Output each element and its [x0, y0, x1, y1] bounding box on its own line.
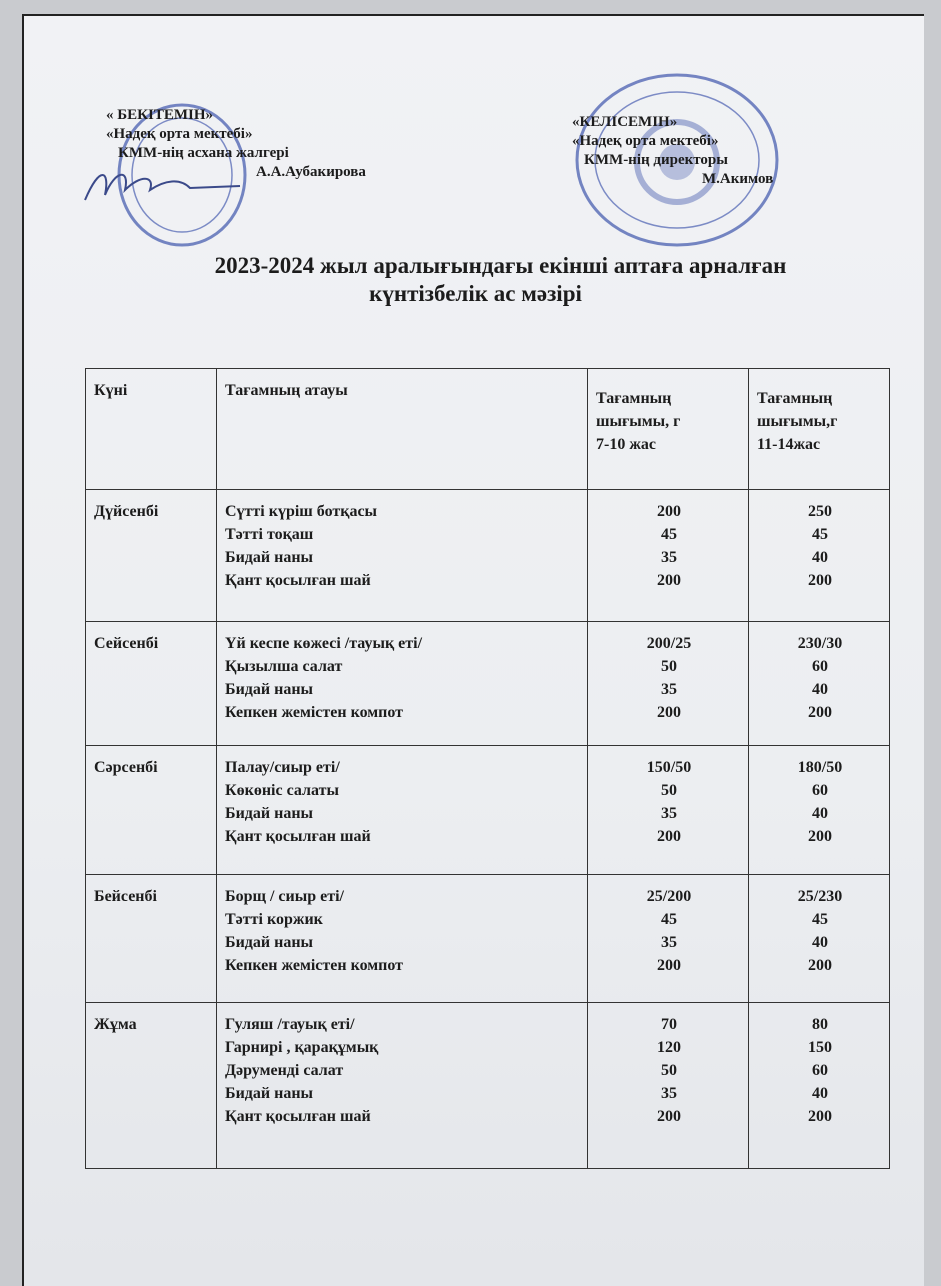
- day-cell: Сейсенбі: [86, 622, 217, 746]
- yield-young-cell-line: 35: [661, 1085, 677, 1102]
- yield-old-cell-line: 40: [812, 1085, 828, 1102]
- dish-cell: [217, 490, 588, 622]
- yield-old-cell-line: 200: [808, 572, 832, 589]
- header-line: 7-10 жас: [596, 436, 657, 453]
- yield-young-cell: [588, 875, 749, 1003]
- yield-young-cell-line: 50: [661, 658, 677, 675]
- header-line: Тағамның: [596, 390, 672, 407]
- yield-young-cell-line: 35: [661, 681, 677, 698]
- yield-old-cell-line: 45: [812, 911, 828, 928]
- header-line: 11-14жас: [757, 436, 821, 453]
- dish-cell-line: Бидай наны: [225, 681, 314, 698]
- day-cell: Бейсенбі: [86, 875, 217, 1003]
- yield-young-cell-line: 70: [661, 1016, 677, 1033]
- dish-cell-line: Гуляш /тауық еті/: [225, 1016, 355, 1033]
- yield-old-cell-line: 230/30: [797, 635, 843, 652]
- yield-young-cell-line: 35: [661, 805, 677, 822]
- table-row: [86, 490, 890, 622]
- yield-young-cell-line: 200: [657, 704, 681, 721]
- dish-cell-line: Кепкен жемістен компот: [225, 704, 404, 721]
- title-line-2: күнтізбелік ас мәзірі: [369, 281, 582, 306]
- dish-cell-line: Бидай наны: [225, 549, 314, 566]
- dish-cell-line: Қант қосылған шай: [225, 1108, 371, 1125]
- yield-old-cell-line: 200: [808, 1108, 832, 1125]
- header-yield-young: [588, 369, 749, 490]
- dish-cell-line: Бидай наны: [225, 934, 314, 951]
- yield-old-cell: [749, 875, 890, 1003]
- header-line: Тағамның: [757, 390, 833, 407]
- dish-cell-line: Үй кеспе көжесі /тауық еті/: [225, 635, 423, 652]
- dish-cell-line: Тәтті тоқаш: [225, 526, 314, 543]
- yield-old-cell-line: 45: [812, 526, 828, 543]
- dish-cell: [217, 1003, 588, 1169]
- yield-young-cell: [588, 746, 749, 875]
- yield-young-cell: [588, 1003, 749, 1169]
- header-yield-old: [749, 369, 890, 490]
- table-row: [86, 875, 890, 1003]
- dish-cell-line: Көкөніс салаты: [225, 782, 339, 799]
- dish-cell-line: Палау/сиыр еті/: [225, 759, 340, 776]
- dish-cell-line: Қант қосылған шай: [225, 828, 371, 845]
- dish-cell-line: Қызылша салат: [225, 658, 343, 675]
- yield-young-cell-line: 45: [661, 526, 677, 543]
- yield-old-cell-line: 60: [812, 782, 828, 799]
- day-cell: Дүйсенбі: [86, 490, 217, 622]
- yield-young-cell: [588, 622, 749, 746]
- yield-old-cell: [749, 746, 890, 875]
- yield-old-cell-line: 200: [808, 704, 832, 721]
- dish-cell-line: Сүтті күріш ботқасы: [225, 503, 378, 520]
- yield-young-cell-line: 50: [661, 1062, 677, 1079]
- dish-cell: [217, 622, 588, 746]
- dish-cell-line: Кепкен жемістен компот: [225, 957, 404, 974]
- yield-old-cell-line: 200: [808, 828, 832, 845]
- yield-old-cell: [749, 490, 890, 622]
- yield-old-cell-line: 40: [812, 805, 828, 822]
- yield-old-cell-line: 25/230: [797, 888, 843, 905]
- yield-old-cell-line: 40: [812, 934, 828, 951]
- yield-young-cell-line: 35: [661, 549, 677, 566]
- approval-name: М.Акимов: [702, 171, 774, 187]
- yield-old-cell-line: 200: [808, 957, 832, 974]
- yield-young-cell-line: 50: [661, 782, 677, 799]
- table-row: [86, 746, 890, 875]
- dish-cell-line: Бидай наны: [225, 805, 314, 822]
- menu-table: [85, 368, 890, 1169]
- yield-young-cell: [588, 490, 749, 622]
- dish-cell: [217, 746, 588, 875]
- yield-young-cell-line: 25/200: [646, 888, 692, 905]
- yield-young-cell-line: 200: [657, 1108, 681, 1125]
- yield-old-cell-line: 80: [812, 1016, 828, 1033]
- approval-role: КММ-нің директоры: [584, 152, 728, 168]
- approval-role: КММ-нің асхана жалгері: [118, 145, 289, 161]
- dish-cell-line: Тәтті коржик: [225, 911, 323, 928]
- yield-old-cell-line: 40: [812, 681, 828, 698]
- approval-label: « БЕКІТЕМІН»: [106, 107, 214, 123]
- table-row: [86, 1003, 890, 1169]
- header-line: шығымы,г: [757, 413, 838, 430]
- approval-org: «Надеқ орта мектебі»: [572, 133, 719, 149]
- yield-old-cell-line: 250: [808, 503, 832, 520]
- yield-young-cell-line: 200: [657, 828, 681, 845]
- header-day: Күні: [86, 369, 217, 490]
- yield-old-cell: [749, 622, 890, 746]
- dish-cell-line: Қант қосылған шай: [225, 572, 371, 589]
- yield-young-cell-line: 200: [657, 572, 681, 589]
- yield-young-cell-line: 35: [661, 934, 677, 951]
- yield-young-cell-line: 45: [661, 911, 677, 928]
- dish-cell-line: Бидай наны: [225, 1085, 314, 1102]
- yield-young-cell-line: 150/50: [646, 759, 692, 776]
- approval-left: [106, 106, 366, 182]
- table-row: [86, 622, 890, 746]
- approval-name: А.А.Аубакирова: [256, 164, 366, 180]
- day-cell: Жұма: [86, 1003, 217, 1169]
- dish-cell-line: Дәруменді салат: [225, 1062, 344, 1079]
- yield-young-cell-line: 200: [657, 503, 681, 520]
- approval-right: [572, 113, 773, 189]
- yield-young-cell-line: 200/25: [646, 635, 692, 652]
- yield-old-cell: [749, 1003, 890, 1169]
- yield-old-cell-line: 60: [812, 1062, 828, 1079]
- title-line-1: 2023-2024 жыл аралығындағы екінші аптаға арналған: [214, 253, 787, 278]
- header-line: шығымы, г: [596, 413, 681, 430]
- yield-old-cell-line: 150: [808, 1039, 832, 1056]
- yield-old-cell-line: 40: [812, 549, 828, 566]
- header-dish: Тағамның атауы: [217, 369, 588, 490]
- table-header: [86, 369, 890, 490]
- dish-cell-line: Гарнирі , қарақұмық: [225, 1039, 379, 1056]
- yield-old-cell-line: 60: [812, 658, 828, 675]
- yield-old-cell-line: 180/50: [797, 759, 843, 776]
- yield-young-cell-line: 200: [657, 957, 681, 974]
- dish-cell: [217, 875, 588, 1003]
- approval-label: «КЕЛІСЕМІН»: [572, 114, 678, 130]
- yield-young-cell-line: 120: [657, 1039, 681, 1056]
- approval-org: «Надеқ орта мектебі»: [106, 126, 253, 142]
- dish-cell-line: Борщ / сиыр еті/: [225, 888, 344, 905]
- page-title: [0, 252, 941, 308]
- day-cell: Сәрсенбі: [86, 746, 217, 875]
